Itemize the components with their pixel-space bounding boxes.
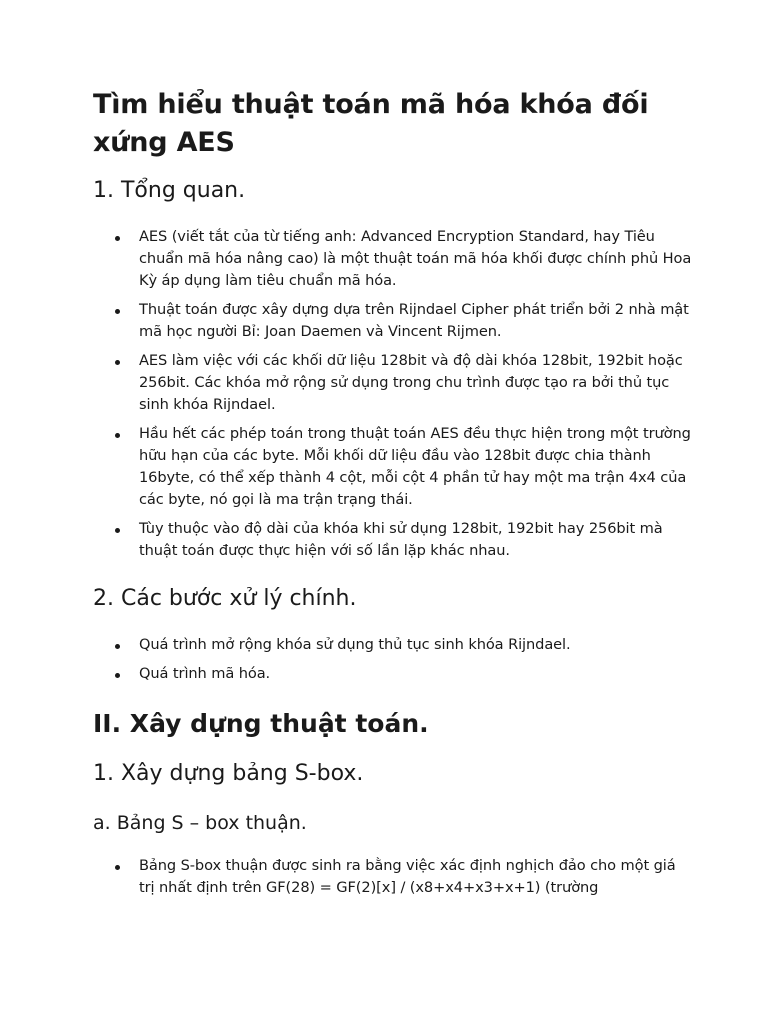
bullet-icon: [115, 865, 120, 870]
document-page: [93, 86, 693, 921]
section-heading-build: II. Xây dựng thuật toán.: [93, 709, 429, 738]
list-item-text: AES (viết tắt của từ tiếng anh: Advanced Encryption Standard, hay Tiêu chuẩn mã hóa nâng cao) là một thuật toán mã hóa khối được chính phủ Hoa Kỳ áp dụng làm tiêu chuẩn mã hóa.: [139, 228, 692, 289]
list-item: [93, 350, 693, 416]
overview-list: [93, 226, 693, 562]
bullet-icon: [115, 236, 120, 241]
list-item-text: Bảng S-box thuận được sinh ra bằng việc xác định nghịch đảo cho một giá trị nhất định trên GF(28) = GF(2)[x] / (x8+x4+x3+x+1) (trường: [139, 857, 676, 896]
section-heading-steps: 2. Các bước xử lý chính.: [93, 586, 357, 611]
steps-list: [93, 634, 693, 685]
list-item: [93, 663, 693, 685]
list-item: [93, 423, 693, 511]
section-heading-overview: 1. Tổng quan.: [93, 178, 246, 203]
list-item-text: Tùy thuộc vào độ dài của khóa khi sử dụng 128bit, 192bit hay 256bit mà thuật toán được thực hiện với số lần lặp khác nhau.: [139, 520, 663, 559]
list-item-text: Quá trình mã hóa.: [139, 665, 271, 682]
sbox-forward-list: [93, 855, 693, 899]
document-title: Tìm hiểu thuật toán mã hóa khóa đối xứng AES: [93, 89, 649, 158]
list-item: [93, 299, 693, 343]
bullet-icon: [115, 433, 120, 438]
bullet-icon: [115, 644, 120, 649]
list-item: [93, 634, 693, 656]
section-heading-sbox: 1. Xây dựng bảng S-box.: [93, 761, 364, 786]
list-item: [93, 855, 693, 899]
list-item: [93, 226, 693, 292]
list-item: [93, 518, 693, 562]
bullet-icon: [115, 528, 120, 533]
bullet-icon: [115, 360, 120, 365]
bullet-icon: [115, 673, 120, 678]
section-heading-sbox-forward: a. Bảng S – box thuận.: [93, 812, 307, 834]
list-item-text: AES làm việc với các khối dữ liệu 128bit và độ dài khóa 128bit, 192bit hoặc 256bit. Các khóa mở rộng sử dụng trong chu trình được tạo ra bởi thủ tục sinh khóa Rijndael.: [139, 352, 683, 413]
list-item-text: Quá trình mở rộng khóa sử dụng thủ tục sinh khóa Rijndael.: [139, 636, 571, 653]
list-item-text: Thuật toán được xây dựng dựa trên Rijndael Cipher phát triển bởi 2 nhà mật mã học người Bỉ: Joan Daemen và Vincent Rijmen.: [139, 301, 689, 340]
bullet-icon: [115, 309, 120, 314]
list-item-text: Hầu hết các phép toán trong thuật toán AES đều thực hiện trong một trường hữu hạn của các byte. Mỗi khối dữ liệu đầu vào 128bit được chia thành 16byte, có thể xếp thành 4 cột, mỗi cột 4 phần tử hay một ma trận 4x4 của các byte, nó gọi là ma trận trạng thái.: [139, 425, 691, 508]
